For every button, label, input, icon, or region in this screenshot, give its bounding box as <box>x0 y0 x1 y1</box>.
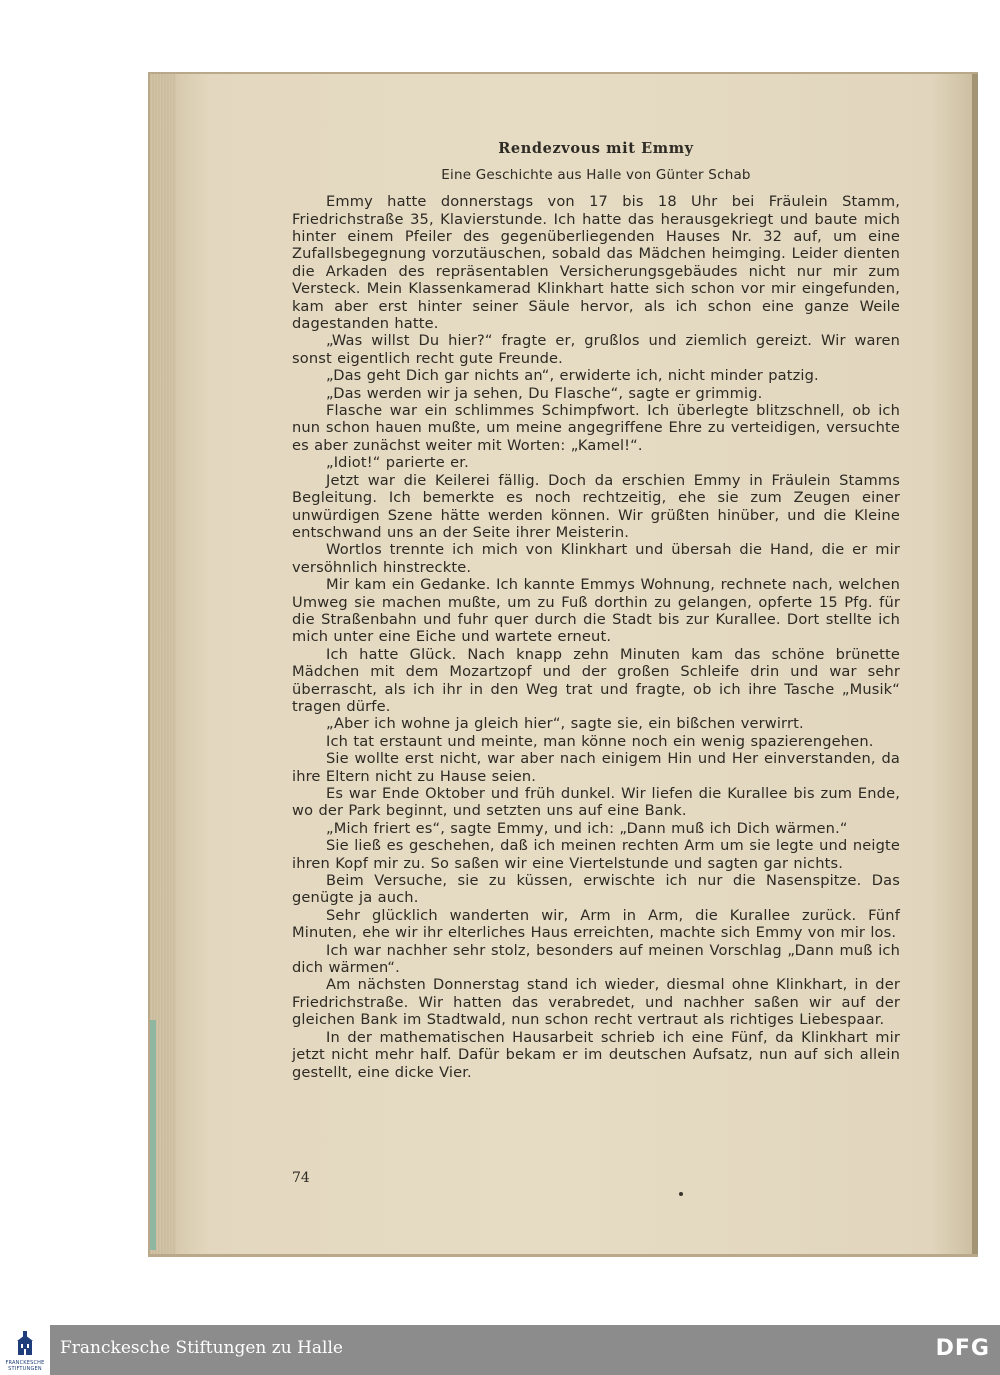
dfg-logo[interactable]: DFG <box>935 1336 990 1361</box>
paragraph: Ich tat erstaunt und meinte, man könne noch ein wenig spazierengehen. <box>326 732 874 750</box>
paragraph: Ich war nachher sehr stolz, besonders auf meinen Vorschlag „Dann muß ich dich wärmen“. <box>292 941 900 977</box>
paragraph: Emmy hatte donnerstags von 17 bis 18 Uhr bei Fräulein Stamm, Friedrichstraße 35, Klavierstunde. Ich hatte das herausgekriegt und baute mich hinter einem Pfeiler des gegenüberliegenden Hauses Nr. 32 auf, um eine Zufallsbegegnung vorzutäuschen, sobald das Mädchen heimging. Leider dienten die Arkaden des repräsentablen Versicherungsgebäudes nicht nur mir zum Versteck. Mein Klassenkamerad Klinkhart hatte sich schon vor mir eingefunden, kam aber erst hinter seiner Säule hervor, als ich schon eine ganze Weile dagestanden hatte. <box>292 193 900 333</box>
paragraph: „Idiot!“ parierte er. <box>326 454 469 472</box>
paragraph: Am nächsten Donnerstag stand ich wieder, diesmal ohne Klinkhart, in der Friedrichstraße. Wir hatten das verabredet, und nachher saßen wir auf der gleichen Bank im Stadtwald, nun schon recht vertraut als richtiges Liebespaar. <box>292 976 900 1029</box>
story-title: Rendezvous mit Emmy <box>498 140 694 157</box>
paragraph: Wortlos trennte ich mich von Klinkhart und übersah die Hand, die er mir versöhnlich hinstreckte. <box>292 541 900 576</box>
page-number: 74 <box>292 1170 310 1186</box>
paragraph: „Mich friert es“, sagte Emmy, und ich: „Dann muß ich Dich wärmen.“ <box>326 819 848 837</box>
paragraph: Sehr glücklich wanderten wir, Arm in Arm, die Kurallee zurück. Fünf Minuten, ehe wir ihr elterliches Haus erreichten, machte sich Emmy von mir los. <box>292 906 900 942</box>
paragraph: Es war Ende Oktober und früh dunkel. Wir liefen die Kurallee bis zum Ende, wo der Park beginnt, und setzten uns auf eine Bank. <box>292 785 900 820</box>
paragraph: Mir kam ein Gedanke. Ich kannte Emmys Wohnung, rechnete nach, welchen Umweg sie machen mußte, um zu Fuß dorthin zu gelangen, opferte 15 Pfg. für die Straßenbahn und fuhr quer durch die Stadt bis zur Kurallee. Dort stellte ich mich unter eine Eiche und wartete erneut. <box>292 576 900 646</box>
paragraph: „Aber ich wohne ja gleich hier“, sagte sie, ein bißchen verwirrt. <box>326 715 804 733</box>
paragraph: Sie wollte erst nicht, war aber nach einigem Hin und Her einverstanden, da ihre Eltern nicht zu Hause seien. <box>292 750 900 785</box>
paragraph: Beim Versuche, sie zu küssen, erwischte ich nur die Nasenspitze. Das genügte ja auch. <box>292 872 900 907</box>
paragraph: Ich hatte Glück. Nach knapp zehn Minuten kam das schöne brünette Mädchen mit dem Mozartzopf und der großen Schleife drin und war sehr überrascht, als ich ihr in den Weg trat und fragte, ob ich ihre Tasche „Musik“ tragen dürfe. <box>292 645 900 715</box>
paragraph: Sie ließ es geschehen, daß ich meinen rechten Arm um sie legte und neigte ihren Kopf mir zu. So saßen wir eine Viertelstunde und sagten gar nichts. <box>292 837 900 872</box>
institution-name: Franckesche Stiftungen zu Halle <box>60 1338 343 1358</box>
paragraph: „Was willst Du hier?“ fragte er, grußlos und ziemlich gereizt. Wir waren sonst eigentlich recht gute Freunde. <box>292 332 900 367</box>
cover-edge <box>150 1020 156 1250</box>
paragraph: In der mathematischen Hausarbeit schrieb ich eine Fünf, da Klinkhart mir jetzt nicht mehr half. Dafür bekam er im deutschen Aufsatz, nun auf sich allein gestellt, eine dicke Vier. <box>292 1028 900 1081</box>
logo-text-line1: FRANCKESCHE <box>5 1360 45 1366</box>
franckesche-logo[interactable] <box>0 1325 50 1375</box>
paragraph: „Das werden wir ja sehen, Du Flasche“, sagte er grimmig. <box>326 384 763 402</box>
logo-text-line2: STIFTUNGEN <box>8 1366 42 1372</box>
ink-speck <box>679 1192 683 1196</box>
viewer-footer <box>0 1325 1000 1375</box>
story-subtitle: Eine Geschichte aus Halle von Günter Schab <box>441 166 751 183</box>
paragraph: Jetzt war die Keilerei fällig. Doch da erschien Emmy in Fräulein Stamms Begleitung. Ich bemerkte es noch rechtzeitig, ehe sie zum Zeugen einer unwürdigen Szene hätte werden können. Wir grüßten hinüber, und die Kleine entschwand uns an der Seite ihrer Meisterin. <box>292 471 900 541</box>
paragraph: „Das geht Dich gar nichts an“, erwiderte ich, nicht minder patzig. <box>326 367 819 385</box>
page-text <box>292 140 900 1081</box>
paragraph: Flasche war ein schlimmes Schimpfwort. Ich überlegte blitzschnell, ob ich nun schon hauen mußte, um meine angegriffene Ehre zu verteidigen, versuchte es aber zunächst weiter mit Worten: „Kamel!“. <box>292 402 900 454</box>
page-right-edge <box>972 74 978 1254</box>
foundation-building-icon <box>15 1329 35 1359</box>
